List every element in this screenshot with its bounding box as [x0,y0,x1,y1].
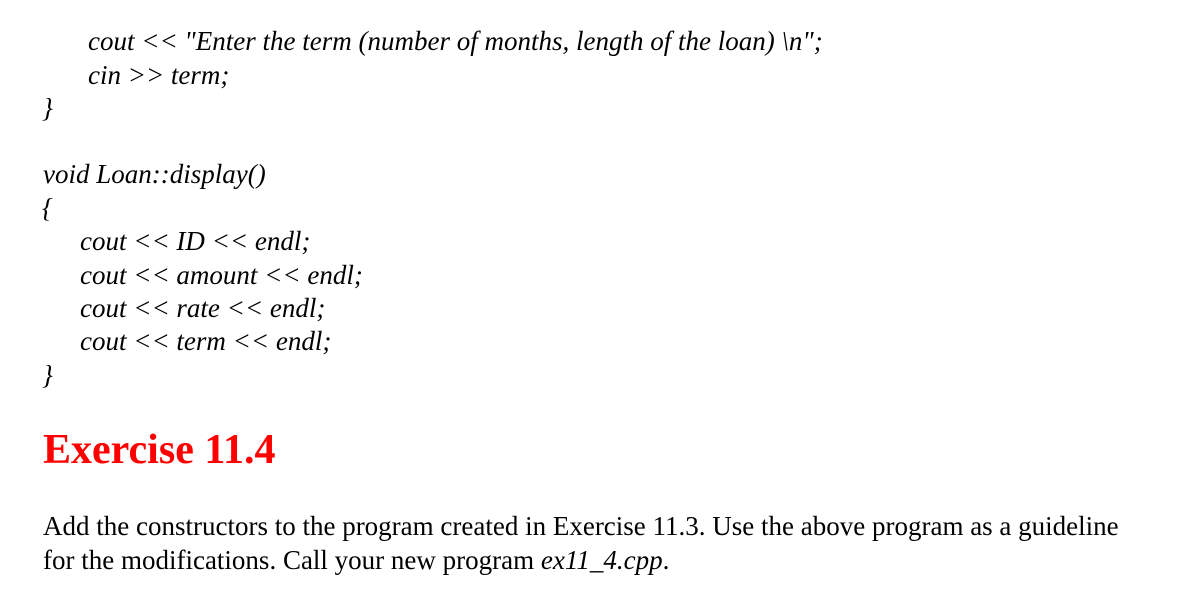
program-filename: ex11_4.cpp [540,545,663,575]
code-open-brace: { [42,193,53,223]
code-close-brace: } [42,93,53,123]
code-function-signature: void Loan::display() [43,159,266,189]
code-close-brace: } [42,360,53,390]
code-body-line: cout << rate << endl; [80,293,326,323]
exercise-heading: Exercise 11.4 [43,427,276,473]
description-line-2 [43,543,669,577]
code-line-cin: cin >> term; [88,60,230,90]
description-text: for the modifications. Call your new program [43,545,541,575]
description-period: . [662,545,670,575]
code-body-line: cout << ID << endl; [80,226,311,256]
code-body-line: cout << amount << endl; [80,260,363,290]
description-line-1: Add the constructors to the program created in Exercise 11.3. Use the above program as a guideline [43,511,1119,541]
code-body-line: cout << term << endl; [80,326,332,356]
code-line-prompt: cout << "Enter the term (number of months, length of the loan) \n"; [88,26,823,56]
